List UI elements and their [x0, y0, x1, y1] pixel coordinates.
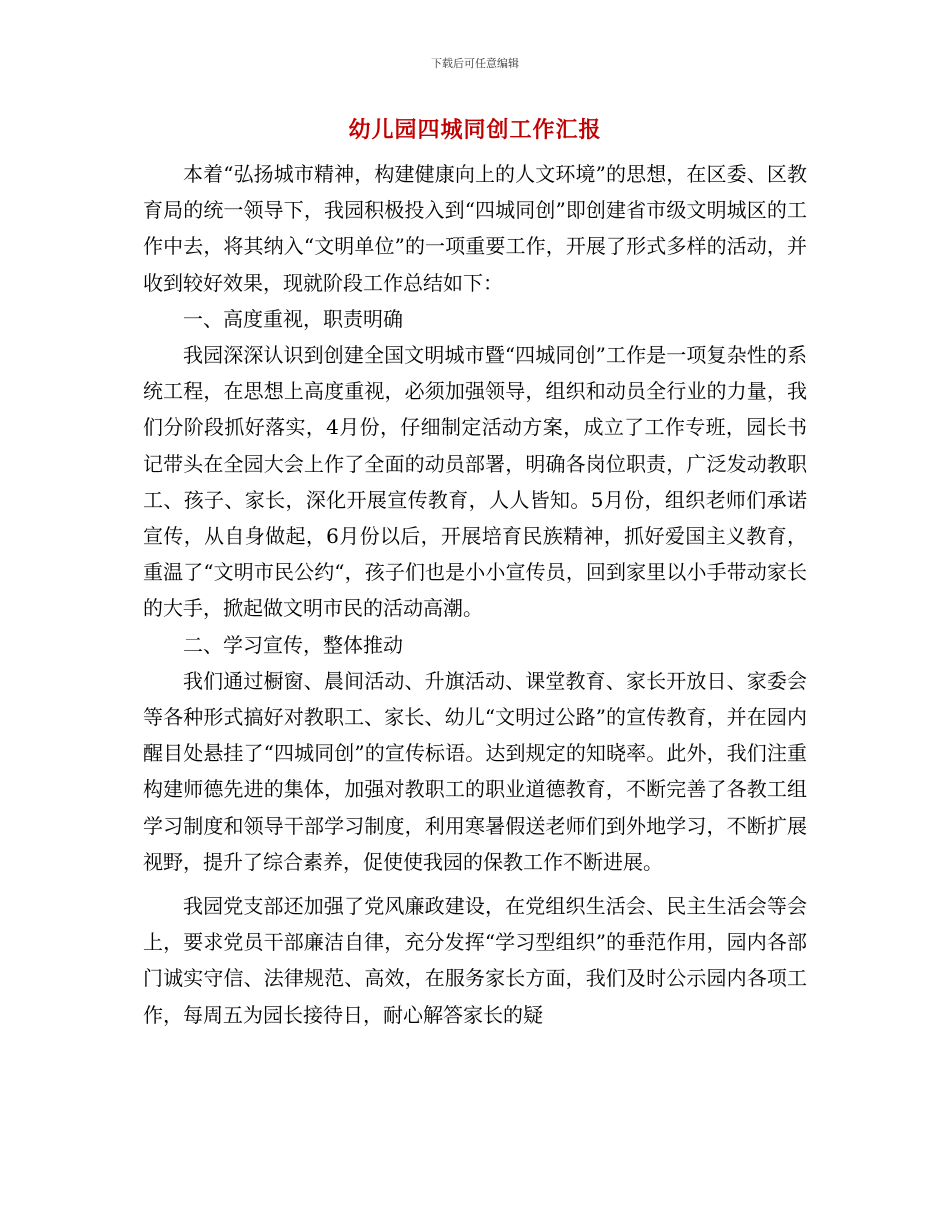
section-heading-2: 二、学习宣传，整体推动 — [183, 632, 403, 657]
section-heading-1: 一、高度重视，职责明确 — [183, 306, 403, 331]
paragraph-party-branch: 我园党支部还加强了党风廉政建设，在党组织生活会、民主生活会等会上，要求党员干部廉洁自律，充分发挥“学习型组织”的垂范作用，园内各部门诚实守信、法律规范、高效，在服务家长方面，我们及时公示园内各项工作，每周五为园长接待日，耐心解答家长的疑 — [143, 894, 807, 1027]
paragraph-intro: 本着“弘扬城市精神，构建健康向上的人文环境”的思想，在区委、区教育局的统一领导下，我园积极投入到“四城同创”即创建省市级文明城区的工作中去，将其纳入“文明单位”的一项重要工作，开展了形式多样的活动，并收到较好效果，现就阶段工作总结如下： — [143, 162, 807, 295]
document-body — [143, 156, 807, 1033]
document-title: 幼儿园四城同创工作汇报 — [348, 117, 602, 143]
paragraph-section-1: 我园深深认识到创建全国文明城市暨“四城同创”工作是一项复杂性的系统工程，在思想上高度重视，必须加强领导，组织和动员全行业的力量，我们分阶段抓好落实，4月份，仔细制定活动方案，成立了工作专班，园长书记带头在全园大会上作了全面的动员部署，明确各岗位职责，广泛发动教职工、孩子、家长，深化开展宣传教育，人人皆知。5月份，组织老师们承诺宣传，从自身做起，6月份以后，开展培育民族精神，抓好爱国主义教育，重温了“文明市民公约“，孩子们也是小小宣传员，回到家里以小手带动家长的大手，掀起做文明市民的活动高潮。 — [143, 343, 807, 621]
paragraph-section-2: 我们通过橱窗、晨间活动、升旗活动、课堂教育、家长开放日、家委会等各种形式搞好对教职工、家长、幼儿“文明过公路”的宣传教育，并在园内醒目处悬挂了“四城同创”的宣传标语。达到规定的知晓率。此外，我们注重构建师德先进的集体，加强对教职工的职业道德教育，不断完善了各教工组学习制度和领导干部学习制度，利用寒暑假送老师们到外地学习，不断扩展视野，提升了综合素养，促使使我园的保教工作不断进展。 — [143, 668, 807, 874]
header-note: 下载后可任意编辑 — [431, 57, 519, 70]
